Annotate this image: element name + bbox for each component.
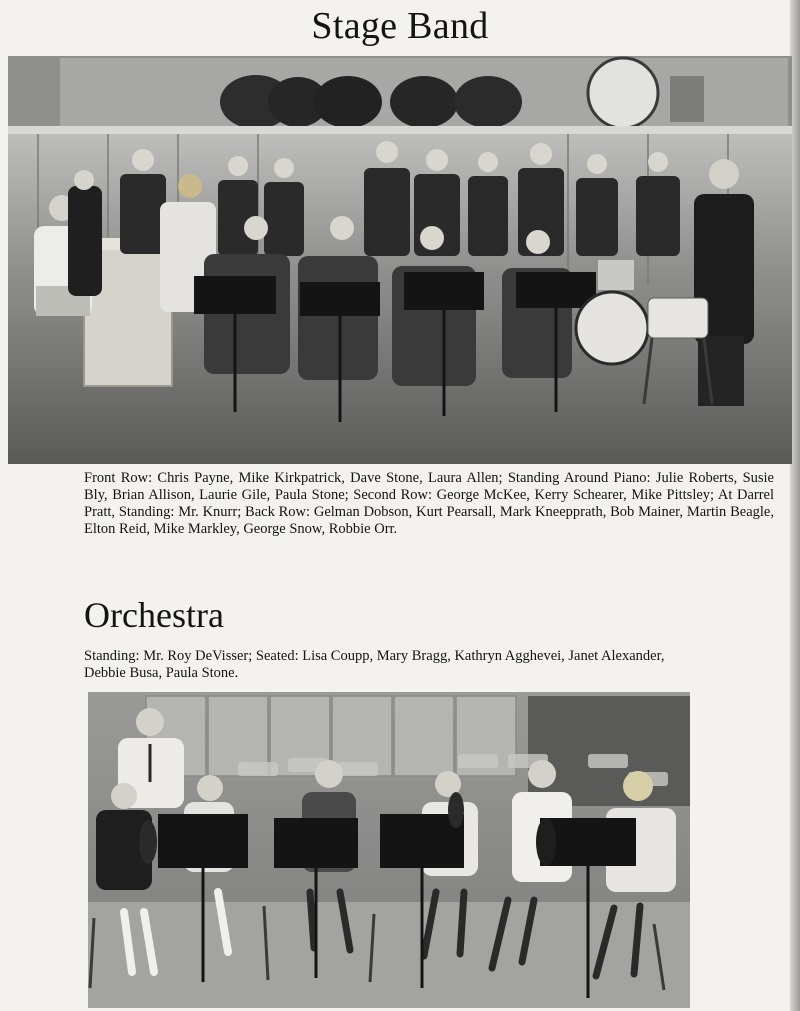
orchestra-title: Orchestra [84,595,224,635]
stage-band-caption: Front Row: Chris Payne, Mike Kirkpatrick, Dave Stone, Laura Allen; Standing Around Piano: Julie Roberts, Susie Bly, Brian Allison, Laurie Gile, Paula Stone; Second Row: George McKee, Kerry Schearer, Mike Pittsley; At Darrel Pratt, Standing: Mr. Knurr; Back Row: Gelman Dobson, Kurt Pearsall, Mark Kneepprath, Bob Mainer, Martin Beagle, Elton Reid, Mike Markley, George Snow, Robbie Orr. [84,470,774,537]
orchestra-photo [88,692,690,1008]
orchestra-caption: Standing: Mr. Roy DeVisser; Seated: Lisa Coupp, Mary Bragg, Kathryn Agghevei, Janet Alexander, Debbie Busa, Paula Stone. [84,648,665,681]
stage-band-photo [8,56,792,464]
stage-band-title: Stage Band [311,5,489,47]
